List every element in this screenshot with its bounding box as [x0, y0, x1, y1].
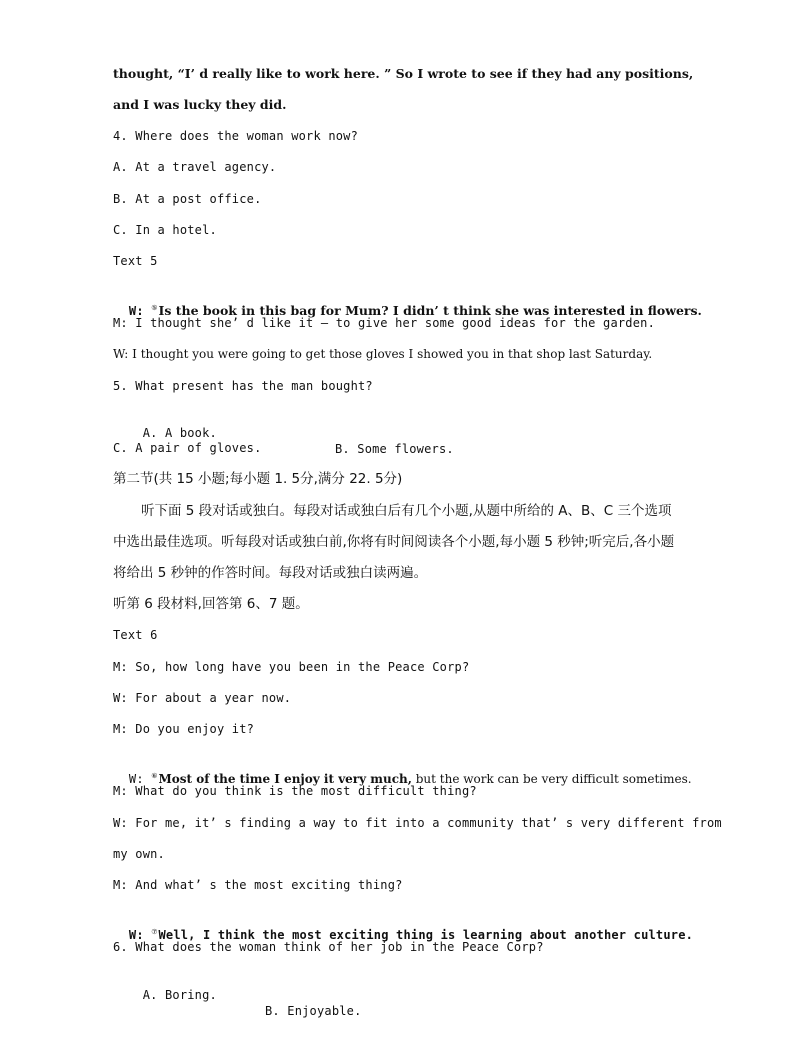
option-b: B. At a post office.: [113, 192, 262, 206]
option-a: A. A book.: [142, 426, 217, 440]
question-6: 6. What does the woman think of her job in the Peace Corp?: [113, 940, 544, 954]
option-c: C. In a hotel.: [113, 223, 217, 237]
dialogue-line: M: I thought she’ d like it — to give her some good ideas for the garden.: [113, 316, 655, 330]
speaker-label: W:: [128, 928, 152, 943]
speaker-label: W:: [128, 772, 152, 787]
dialogue-line: M: What do you think is the most difficult thing?: [113, 784, 477, 798]
transcript-line: thought, “I’ d really like to work here. ” So I wrote to see if they had any positions,: [113, 66, 694, 81]
question-5: 5. What present has the man bought?: [113, 379, 373, 393]
dialogue-line: M: And what’ s the most exciting thing?: [113, 878, 403, 892]
text-heading: Text 5: [113, 254, 158, 268]
dialogue-line: W: I thought you were going to get those gloves I showed you in that shop last Saturday.: [113, 347, 653, 361]
dialogue-line: W: For me, it’ s finding a way to fit into a community that’ s very different from: [113, 816, 722, 830]
option-c: C. A pair of gloves.: [113, 441, 262, 455]
option-b: B. Some flowers.: [335, 442, 454, 456]
transcript-line: and I was lucky they did.: [113, 97, 287, 112]
dialogue-line: W: For about a year now.: [113, 691, 292, 705]
highlight-text: Most of the time I enjoy it very much,: [158, 772, 412, 787]
dialogue-line: my own.: [113, 847, 165, 861]
highlight-text: Well, I think the most exciting thing is learning about another culture.: [158, 928, 694, 943]
material-heading: 听第 6 段材料,回答第 6、7 题。: [113, 596, 309, 612]
instructions-paragraph: 听下面 5 段对话或独白。每段对话或独白后有几个小题,从题中所给的 A、B、C 三个选项中选出最佳选项。听每段对话或独白前,你将有时间阅读各个小题,每小题 5 秒钟;听完后,各小题将给出 5 秒钟的作答时间。每段对话或独白读两遍。: [113, 503, 675, 581]
dialogue-line: M: So, how long have you been in the Peace Corp?: [113, 660, 470, 674]
section-heading: 第二节(共 15 小题;每小题 1. 5分,满分 22. 5分): [113, 471, 403, 487]
option-a: A. Boring.: [142, 988, 217, 1002]
marker-7: ⑦: [151, 928, 158, 936]
marker-6: ⑥: [151, 772, 158, 780]
question-4: 4. Where does the woman work now?: [113, 129, 359, 143]
highlight-text: Is the book in this bag for Mum? I didn’ t think she was interested in flowers.: [158, 303, 702, 319]
speaker-label: W:: [128, 304, 152, 319]
dialogue-text: but the work can be very difficult sometimes.: [411, 772, 692, 787]
option-b: B. Enjoyable.: [265, 1004, 362, 1018]
dialogue-line: M: Do you enjoy it?: [113, 722, 255, 736]
options-row: [113, 971, 513, 1035]
text-heading: Text 6: [113, 628, 158, 642]
option-a: A. At a travel agency.: [113, 160, 277, 174]
marker-5: ⑤: [151, 304, 158, 312]
